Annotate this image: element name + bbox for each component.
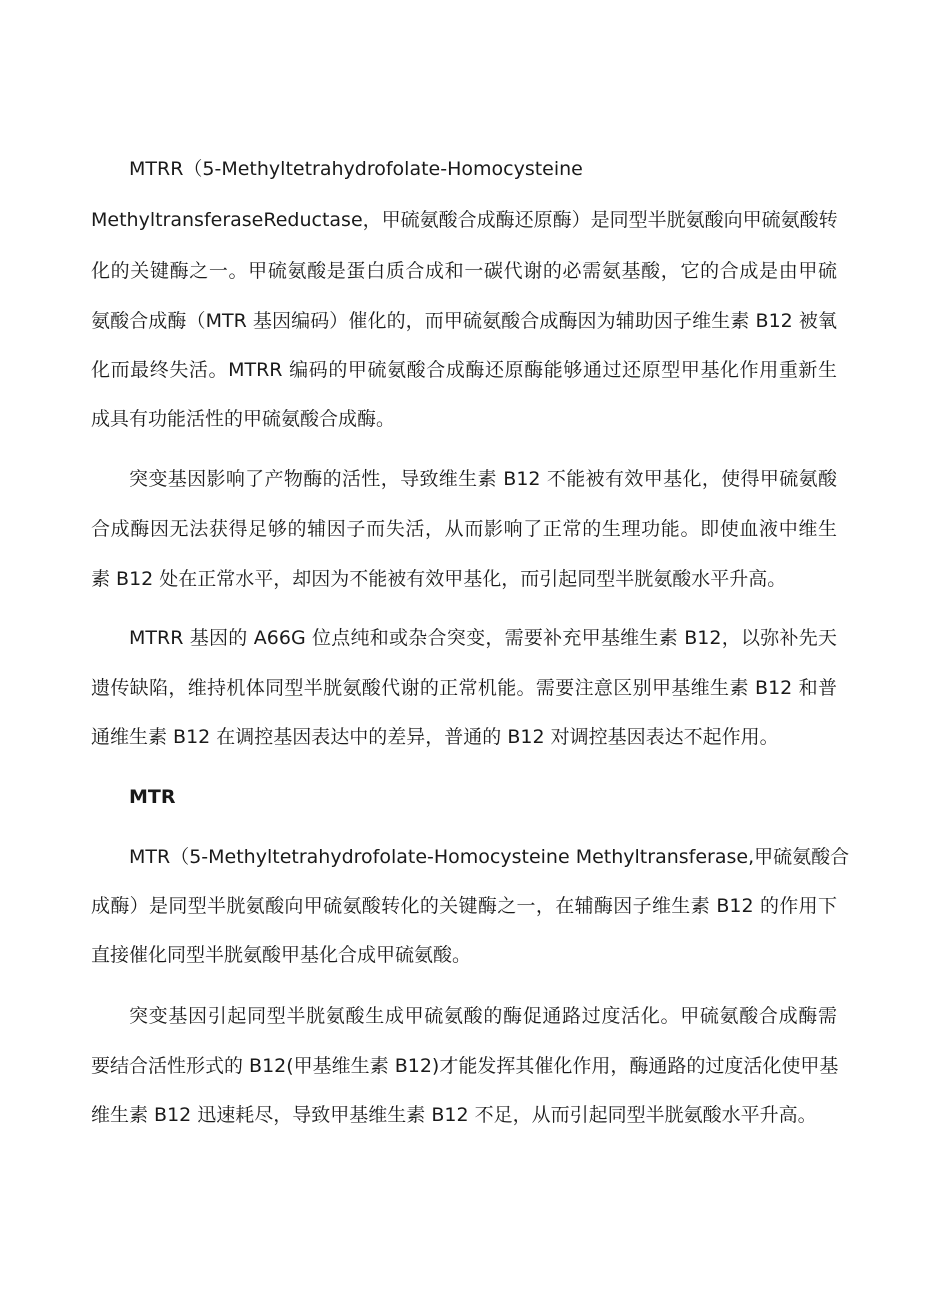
paragraph-5-line-1: 突变基因引起同型半胱氨酸生成甲硫氨酸的酶促通路过度活化。甲硫氨酸合成酶需: [129, 1005, 837, 1027]
paragraph-1-line-1: MTRR（5-Methyltetrahydrofolate-Homocysteine: [129, 158, 583, 180]
paragraph-2-line-2: 合成酶因无法获得足够的辅因子而失活，从而影响了正常的生理功能。即使血液中维生: [91, 518, 837, 540]
paragraph-4-line-1: MTR（5-Methyltetrahydrofolate-Homocysteine Methyltransferase,甲硫氨酸合: [129, 846, 850, 868]
paragraph-2-line-3: 素 B12 处在正常水平，却因为不能被有效甲基化，而引起同型半胱氨酸水平升高。: [91, 568, 787, 590]
section-heading-mtr: MTR: [129, 786, 176, 808]
paragraph-5-line-2: 要结合活性形式的 B12(甲基维生素 B12)才能发挥其催化作用，酶通路的过度活化使甲基: [91, 1055, 839, 1077]
paragraph-1-line-2: MethyltransferaseReductase，甲硫氨酸合成酶还原酶）是同型半胱氨酸向甲硫氨酸转: [91, 209, 838, 231]
paragraph-4-line-2: 成酶）是同型半胱氨酸向甲硫氨酸转化的关键酶之一，在辅酶因子维生素 B12 的作用下: [91, 895, 837, 917]
paragraph-1-line-4: 氨酸合成酶（MTR 基因编码）催化的，而甲硫氨酸合成酶因为辅助因子维生素 B12 被氧: [91, 310, 837, 332]
paragraph-4-line-3: 直接催化同型半胱氨酸甲基化合成甲硫氨酸。: [91, 944, 472, 966]
paragraph-1-line-6: 成具有功能活性的甲硫氨酸合成酶。: [91, 408, 396, 430]
paragraph-2-line-1: 突变基因影响了产物酶的活性，导致维生素 B12 不能被有效甲基化，使得甲硫氨酸: [129, 468, 837, 490]
paragraph-3-line-1: MTRR 基因的 A66G 位点纯和或杂合突变，需要补充甲基维生素 B12，以弥补先天: [129, 627, 837, 649]
paragraph-1-line-5: 化而最终失活。MTRR 编码的甲硫氨酸合成酶还原酶能够通过还原型甲基化作用重新生: [91, 359, 837, 381]
paragraph-5-line-3: 维生素 B12 迅速耗尽，导致甲基维生素 B12 不足，从而引起同型半胱氨酸水平升高。: [91, 1104, 817, 1126]
paragraph-1-line-3: 化的关键酶之一。甲硫氨酸是蛋白质合成和一碳代谢的必需氨基酸，它的合成是由甲硫: [91, 260, 837, 282]
paragraph-3-line-2: 遗传缺陷，维持机体同型半胱氨酸代谢的正常机能。需要注意区别甲基维生素 B12 和普: [91, 677, 837, 699]
paragraph-3-line-3: 通维生素 B12 在调控基因表达中的差异，普通的 B12 对调控基因表达不起作用。: [91, 726, 779, 748]
